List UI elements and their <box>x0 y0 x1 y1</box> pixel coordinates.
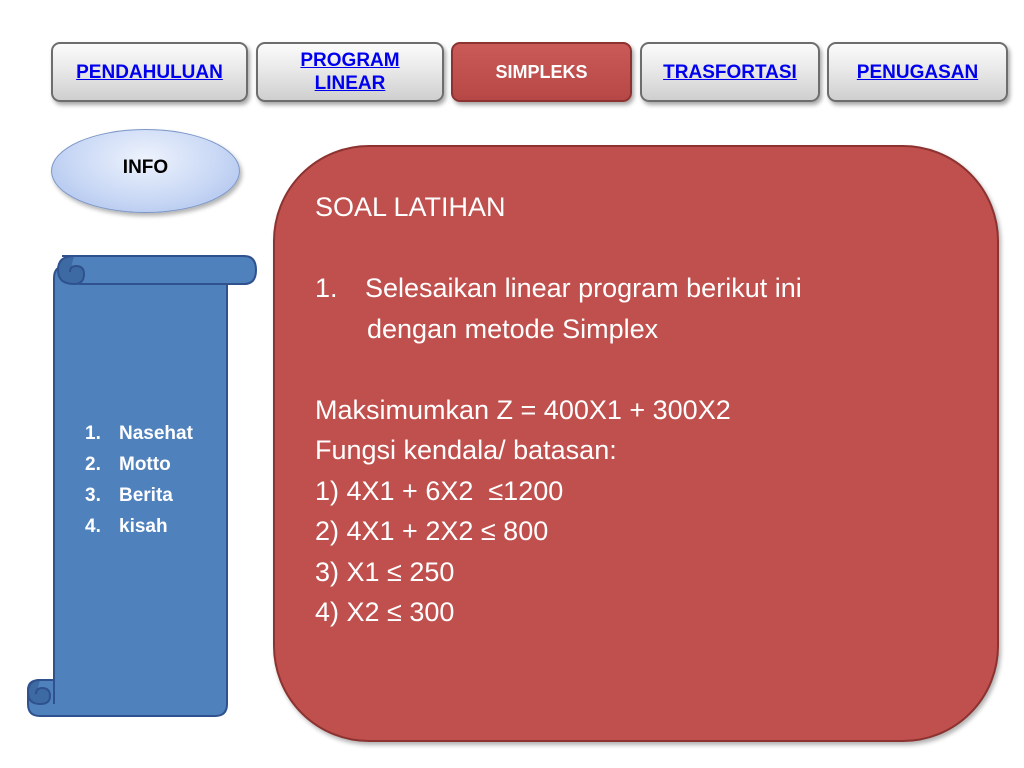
item-number: 4. <box>85 516 101 537</box>
constraint-3: 3) X1 ≤ 250 <box>315 556 455 587</box>
nav-button-penugasan[interactable] <box>827 42 1008 102</box>
constraint-1: 1) 4X1 + 6X2 ≤1200 <box>315 475 564 506</box>
spacer <box>315 349 802 390</box>
item-label[interactable]: Nasehat <box>119 423 193 444</box>
item-label[interactable]: Motto <box>119 454 171 475</box>
scroll-menu-item-nasehat[interactable] <box>62 418 222 449</box>
constraints-label: Fungsi kendala/ batasan: <box>315 435 617 465</box>
nav-button-trasfortasi[interactable] <box>640 42 820 102</box>
nav-button-pendahuluan[interactable] <box>51 42 248 102</box>
nav-label[interactable]: SIMPLEKS <box>495 61 588 82</box>
info-button[interactable] <box>51 129 240 213</box>
nav-label[interactable]: PROGRAM LINEAR <box>300 50 400 94</box>
panel-text <box>315 187 802 633</box>
nav-label[interactable]: PENUGASAN <box>856 61 979 83</box>
item-number: 1. <box>85 423 101 444</box>
constraint-4: 4) X2 ≤ 300 <box>315 597 455 627</box>
item-label[interactable]: kisah <box>119 516 168 537</box>
nav-label[interactable]: TRASFORTASI <box>663 61 797 83</box>
question-number: 1. <box>315 273 338 303</box>
spacer <box>315 228 802 269</box>
nav-button-program-linear[interactable] <box>256 42 444 102</box>
panel-title: SOAL LATIHAN <box>315 192 506 222</box>
constraint-2: 2) 4X1 + 2X2 ≤ 800 <box>315 516 549 546</box>
question-row <box>315 268 802 309</box>
item-number: 3. <box>85 485 101 506</box>
scroll-menu-item-motto[interactable] <box>62 449 222 480</box>
objective-function: Maksimumkan Z = 400X1 + 300X2 <box>315 394 731 425</box>
scroll-menu-item-kisah[interactable] <box>62 511 222 542</box>
nav-button-simpleks[interactable] <box>451 42 632 102</box>
scroll-menu-item-berita[interactable] <box>62 480 222 511</box>
question-line-2: dengan metode Simplex <box>367 313 659 344</box>
info-label: INFO <box>122 157 169 178</box>
scroll-menu-list <box>62 418 222 542</box>
item-number: 2. <box>85 454 101 475</box>
item-label[interactable]: Berita <box>119 485 173 506</box>
content-panel <box>273 145 999 742</box>
question-line-1: Selesaikan linear program berikut ini <box>365 273 802 303</box>
nav-label[interactable]: PENDAHULUAN <box>76 61 223 83</box>
